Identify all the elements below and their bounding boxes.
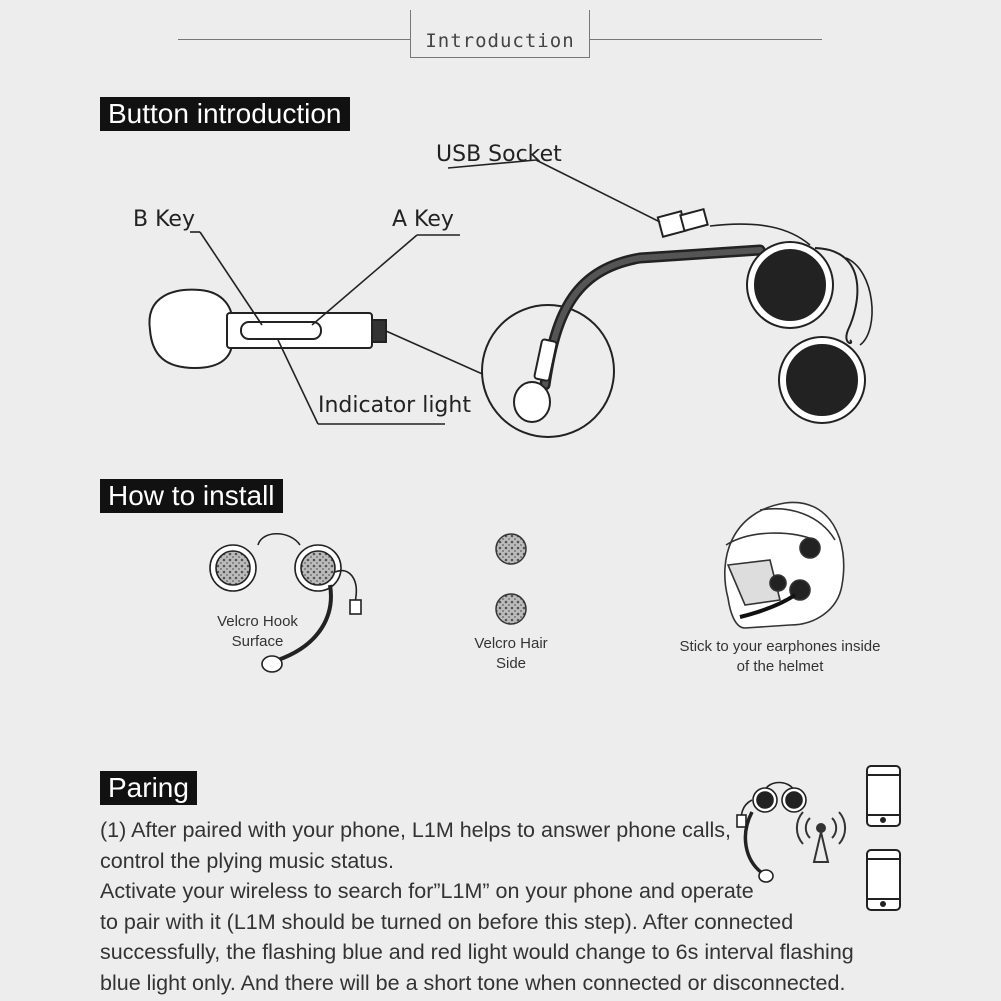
- velcro-headset-drawing: [210, 534, 361, 672]
- velcro-hair-pads: [496, 534, 526, 624]
- pairing-line: blue light only. And there will be a short tone when connected or disconnected.: [100, 970, 846, 995]
- a-key-label: A Key: [392, 207, 454, 232]
- hair-caption-line1: Velcro Hair: [474, 635, 548, 652]
- usb-socket-label: USB Socket: [436, 142, 562, 167]
- helmet-caption-line2: of the helmet: [736, 658, 824, 675]
- page-title: Introduction: [410, 10, 590, 58]
- pairing-line: Activate your wireless to search for”L1M” on your phone and operate: [100, 879, 754, 903]
- pairing-section-title: Paring: [100, 771, 197, 805]
- hook-caption-line2: Surface: [231, 633, 284, 650]
- pairing-headset-drawing: [737, 783, 806, 883]
- headset-drawing: [448, 160, 872, 437]
- phone-icon: [867, 850, 900, 910]
- helmet-drawing: [725, 502, 844, 628]
- pairing-line: control the plying music status.: [100, 848, 394, 873]
- wireless-signal-icon: [797, 812, 845, 862]
- hook-caption-line1: Velcro Hook: [217, 613, 298, 630]
- hair-caption-line2: Side: [495, 655, 527, 672]
- install-section-title: How to install: [100, 479, 283, 513]
- helmet-caption-line1: Stick to your earphones inside: [679, 638, 881, 655]
- b-key-label: B Key: [133, 207, 195, 232]
- phone-icon: [867, 766, 900, 826]
- button-section-title: Button introduction: [100, 97, 350, 131]
- pairing-line: to pair with it (L1M should be turned on before this step). After connected: [100, 909, 794, 934]
- pairing-line: successfully, the flashing blue and red light would change to 6s interval flashing: [100, 940, 854, 964]
- pairing-line: (1) After paired with your phone, L1M helps to answer phone calls,: [100, 818, 732, 842]
- indicator-light-label: Indicator light: [318, 393, 471, 418]
- remote-module-drawing: [149, 232, 525, 424]
